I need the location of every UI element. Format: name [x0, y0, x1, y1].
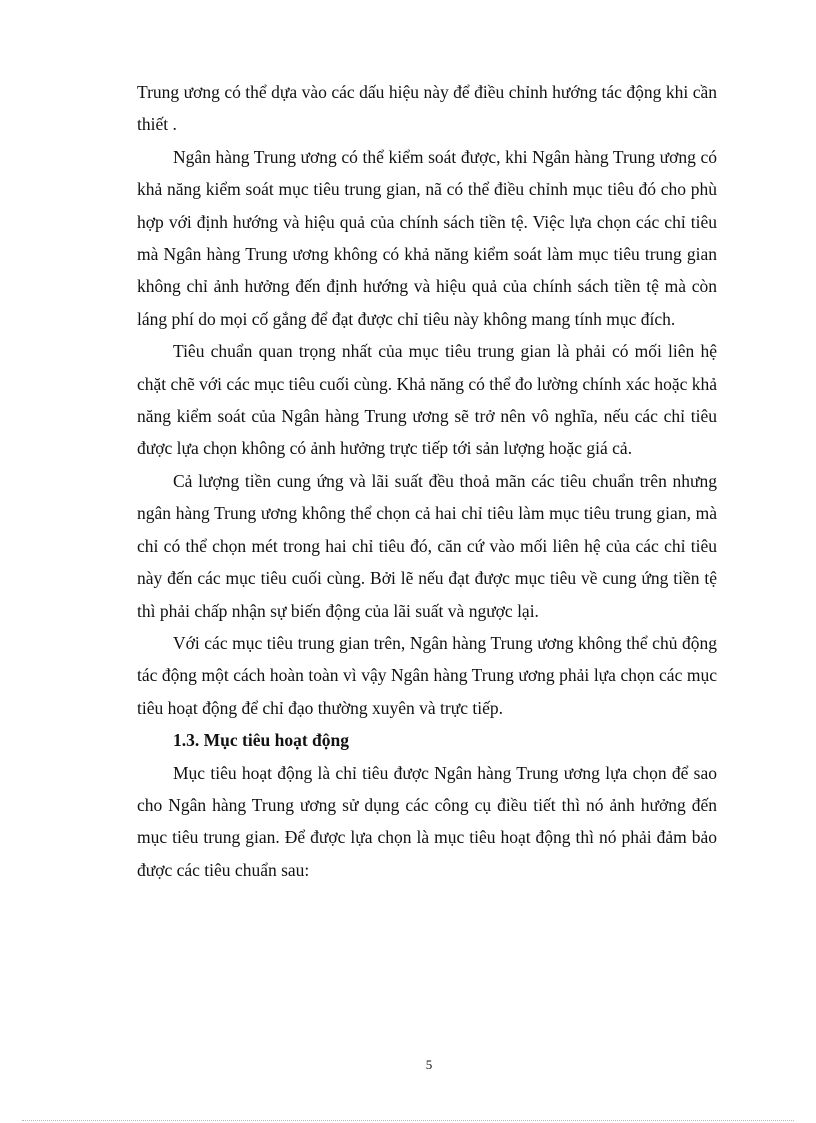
paragraph-money-supply-interest: Cả lượng tiền cung ứng và lãi suất đều thoả mãn các tiêu chuẩn trên nhưng ngân hàng Trung ương không thể chọn cả hai chỉ tiêu làm mục tiêu trung gian, mà chỉ có thể chọn mét trong hai chỉ tiêu đó, căn cứ vào mối liên hệ của các chỉ tiêu này đến các mục tiêu cuối cùng. Bởi lẽ nếu đạt được mục tiêu về cung ứng tiền tệ thì phải chấp nhận sự biến động của lãi suất và ngược lại. — [137, 470, 717, 621]
paragraph-operating-targets-definition: Mục tiêu hoạt động là chỉ tiêu được Ngân hàng Trung ương lựa chọn để sao cho Ngân hàng Trung ương sử dụng các công cụ điều tiết thì nó ảnh hưởng đến mục tiêu trung gian. Để được lựa chọn là mục tiêu hoạt động thì nó phải đảm bảo được các tiêu chuẩn sau: — [137, 762, 717, 880]
paragraph-operating-targets-intro: Với các mục tiêu trung gian trên, Ngân hàng Trung ương không thể chủ động tác động một cách hoàn toàn vì vậy Ngân hàng Trung ương phải lựa chọn các mục tiêu hoạt động để chỉ đạo thường xuyên và trực tiếp. — [137, 632, 717, 718]
paragraph-continuation: Trung ương có thể dựa vào các dấu hiệu này để điều chỉnh hướng tác động khi cần thiết . — [137, 82, 717, 135]
section-heading: 1.3. Mục tiêu hoạt động — [173, 730, 349, 751]
page-bottom-divider — [22, 1120, 794, 1121]
paragraph-controllability: Ngân hàng Trung ương có thể kiểm soát được, khi Ngân hàng Trung ương có khả năng kiểm soát mục tiêu trung gian, nã có thể điều chỉnh mục tiêu đó cho phù hợp với định hướng và hiệu quả của chính sách tiền tệ. Việc lựa chọn các chỉ tiêu mà Ngân hàng Trung ương không có khả năng kiểm soát làm mục tiêu trung gian không chỉ ảnh hưởng đến định hướng và hiệu quả của chính sách tiền tệ mà còn láng phí do mọi cố gắng để đạt được chỉ tiêu này không mang tính mục đích. — [137, 146, 717, 329]
page-number: 5 — [425, 1057, 433, 1072]
paragraph-key-criterion: Tiêu chuẩn quan trọng nhất của mục tiêu trung gian là phải có mối liên hệ chặt chẽ với các mục tiêu cuối cùng. Khả năng có thể đo lường chính xác hoặc khả năng kiểm soát của Ngân hàng Trung ương sẽ trở nên vô nghĩa, nếu các chỉ tiêu được lựa chọn không có ảnh hưởng trực tiếp tới sản lượng hoặc giá cả. — [137, 341, 718, 459]
page-body — [137, 76, 717, 886]
